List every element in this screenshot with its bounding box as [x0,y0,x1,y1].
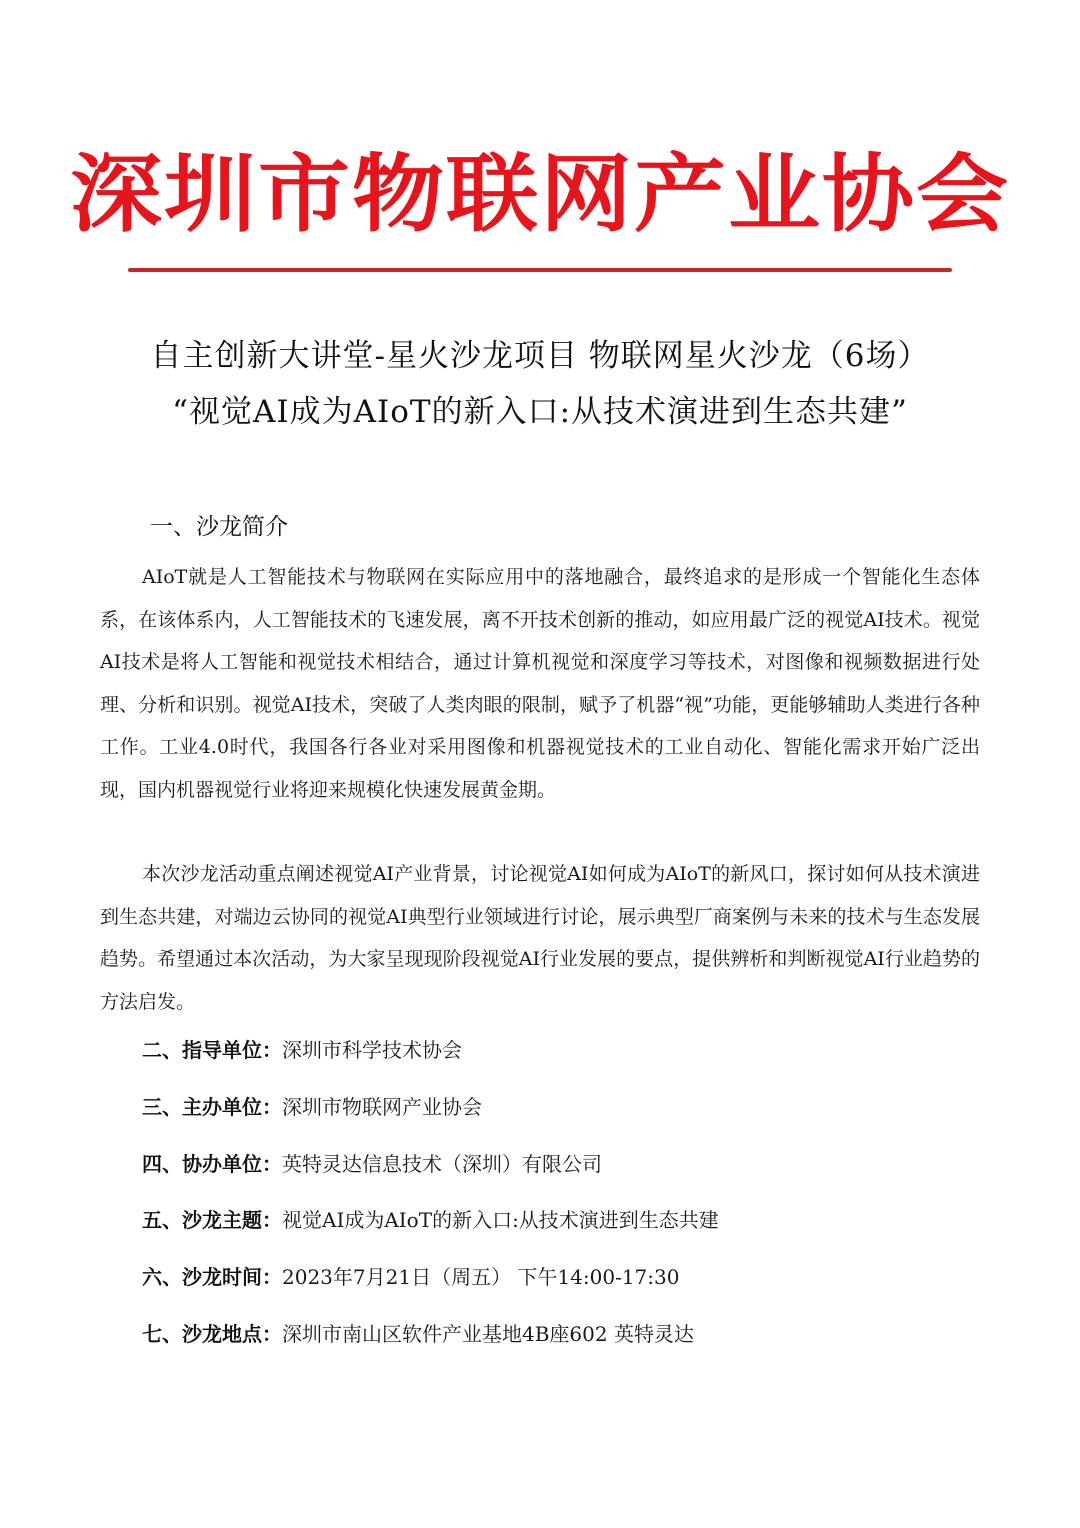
detail-value: 深圳市物联网产业协会 [282,1095,482,1119]
letterhead-divider [128,268,952,272]
detail-label: 三、主办单位： [142,1095,282,1119]
detail-label: 七、沙龙地点： [142,1322,282,1346]
intro-paragraph-1: AIoT就是人工智能技术与物联网在实际应用中的落地融合，最终追求的是形成一个智能化生态体系，在该体系内，人工智能技术的飞速发展，离不开技术创新的推动，如应用最广泛的视觉AI技术。视觉AI技术是将人工智能和视觉技术相结合，通过计算机视觉和深度学习等技术，对图像和视频数据进行处理、分析和识别。视觉AI技术，突破了人类肉眼的限制，赋予了机器“视”功能，更能够辅助人类进行各种工作。工业4.0时代，我国各行各业对采用图像和机器视觉技术的工业自动化、智能化需求开始广泛出现，国内机器视觉行业将迎来规模化快速发展黄金期。 [100,566,980,801]
detail-salon-location [142,1318,694,1350]
detail-label: 二、指导单位： [142,1038,282,1062]
intro-paragraph-2: 本次沙龙活动重点阐述视觉AI产业背景，讨论视觉AI如何成为AIoT的新风口，探讨如何从技术演进到生态共建，对端边云协同的视觉AI典型行业领域进行讨论，展示典型厂商案例与未来的技术与生态发展趋势。希望通过本次活动，为大家呈现现阶段视觉AI行业发展的要点，提供辨析和判断视觉AI行业趋势的方法启发。 [100,863,980,1013]
detail-label: 五、沙龙主题： [142,1208,282,1232]
detail-label: 四、协办单位： [142,1152,282,1176]
detail-value: 深圳市南山区软件产业基地4B座602 英特灵达 [282,1322,694,1346]
detail-host-unit [142,1091,482,1123]
letterhead-org-name: 深圳市物联网产业协会 [69,145,1010,244]
detail-salon-time [142,1261,679,1293]
section-heading-intro: 一、沙龙简介 [150,514,288,540]
detail-value: 深圳市科学技术协会 [282,1038,462,1062]
detail-salon-theme [142,1204,719,1236]
detail-label: 六、沙龙时间： [142,1265,282,1289]
document-title-line-2: “视觉AI成为AIoT的新入口:从技术演进到生态共建” [172,394,908,430]
detail-value: 视觉AI成为AIoT的新入口:从技术演进到生态共建 [282,1208,719,1232]
detail-value: 2023年7月21日（周五） 下午14:00-17:30 [282,1265,680,1289]
detail-value: 英特灵达信息技术（深圳）有限公司 [282,1152,602,1176]
detail-guiding-unit [142,1034,462,1066]
document-title-line-1: 自主创新大讲堂-星火沙龙项目 物联网星火沙龙（6场） [150,338,930,374]
detail-co-host-unit [142,1148,602,1180]
